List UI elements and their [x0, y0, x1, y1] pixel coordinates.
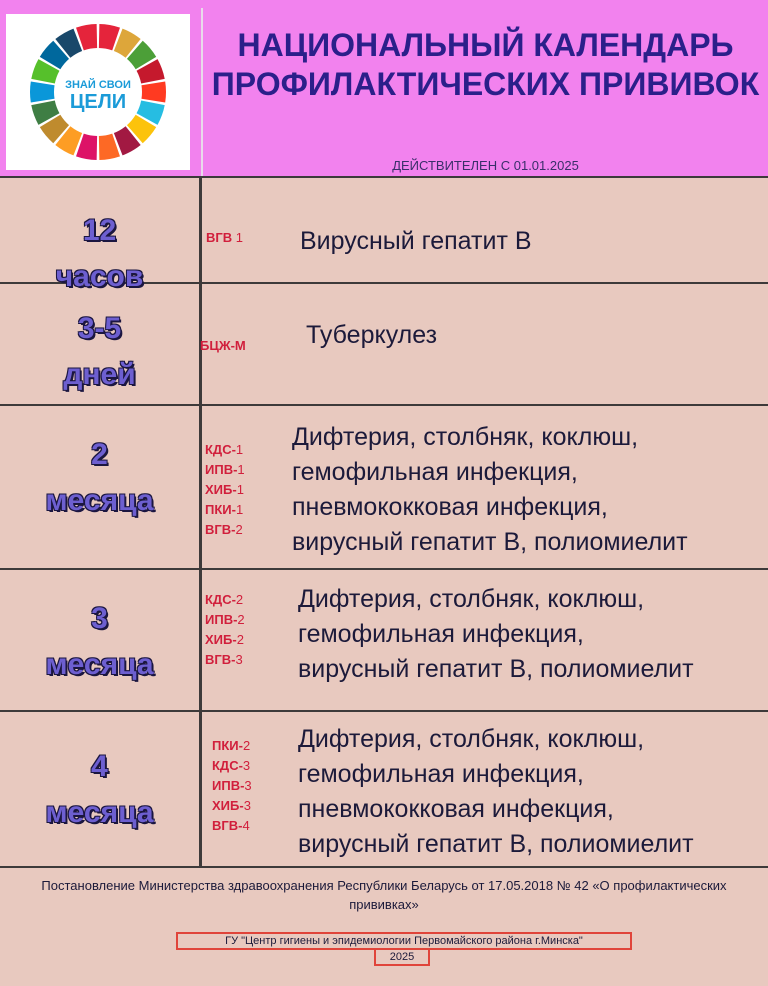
vaccine-codes	[205, 440, 299, 540]
header-banner	[0, 0, 768, 176]
age-unit: часов	[55, 260, 144, 293]
footer-year: 2025	[374, 948, 430, 966]
vaccine-code: ХИБ-1	[205, 482, 244, 497]
logo-text-line1: ЗНАЙ СВОИ	[65, 79, 131, 91]
age-label	[0, 306, 199, 398]
divider	[0, 568, 768, 570]
vaccine-code: ХИБ-3	[212, 798, 251, 813]
vaccine-codes	[206, 228, 300, 248]
age-label	[0, 432, 199, 524]
vaccine-code: КДС-1	[205, 442, 244, 457]
organization-name: ГУ "Центр гигиены и эпидемиологии Первомайского района г.Минска"	[176, 932, 632, 950]
vaccine-code: ИПВ-1	[205, 462, 245, 477]
divider	[0, 710, 768, 712]
disease-list: Дифтерия, столбняк, коклюш, гемофильная инфекция, вирусный гепатит В, полиомиелит	[298, 585, 694, 683]
valid-from: ДЕЙСТВИТЕЛЕН С 01.01.2025	[392, 158, 579, 173]
vaccine-code: ПКИ-2	[212, 738, 251, 753]
vaccine-code: ВГВ-2	[205, 522, 243, 537]
vaccine-code: БЦЖ-М	[200, 338, 246, 353]
age-unit: дней	[63, 358, 136, 391]
age-number: 3-5	[77, 312, 122, 345]
age-number: 4	[91, 750, 108, 783]
age-unit: месяца	[45, 648, 154, 681]
divider	[0, 176, 768, 178]
age-number: 3	[91, 602, 108, 635]
logo-wheel-segment	[30, 82, 55, 103]
age-label	[0, 744, 199, 836]
age-number: 2	[91, 438, 108, 471]
disease-list: Туберкулез	[306, 321, 438, 349]
vaccine-code: ПКИ-1	[205, 502, 244, 517]
vaccine-code: ВГВ-3	[205, 652, 243, 667]
vaccine-code: КДС-2	[205, 592, 244, 607]
logo-text-line2: ЦЕЛИ	[69, 91, 127, 113]
age-unit: месяца	[45, 796, 154, 829]
disease-list: Дифтерия, столбняк, коклюш, гемофильная инфекция, пневмококковая инфекция, вирусный гепатит В, полиомиелит	[298, 725, 694, 858]
divider	[0, 404, 768, 406]
page-title: НАЦИОНАЛЬНЫЙ КАЛЕНДАРЬ ПРОФИЛАКТИЧЕСКИХ ПРИВИВОК	[211, 27, 760, 102]
logo-wheel-segment	[141, 82, 166, 103]
age-label	[0, 596, 199, 688]
decree-reference: Постановление Министерства здравоохранения Республики Беларусь от 17.05.2018 № 42 «О профилактических прививках»	[41, 878, 727, 912]
vaccine-code: ВГВ-4	[212, 818, 250, 833]
age-label	[0, 208, 199, 300]
vaccine-codes	[212, 736, 306, 836]
disease-list: Вирусный гепатит В	[300, 227, 532, 255]
vaccine-code: ИПВ-2	[205, 612, 245, 627]
vaccine-codes	[200, 336, 294, 356]
sdg-logo	[6, 14, 190, 170]
vaccine-code: ИПВ-3	[212, 778, 252, 793]
age-unit: месяца	[45, 484, 154, 517]
disease-list: Дифтерия, столбняк, коклюш, гемофильная инфекция, пневмококковая инфекция, вирусный гепатит В, полиомиелит	[292, 423, 688, 556]
vaccine-code: ХИБ-2	[205, 632, 244, 647]
vaccine-code: ВГВ 1	[206, 230, 244, 245]
column-divider	[199, 176, 202, 868]
sdg-wheel-icon	[6, 14, 190, 170]
age-number: 12	[82, 214, 117, 247]
vaccine-codes	[205, 590, 299, 670]
divider	[0, 866, 768, 868]
vaccine-code: КДС-3	[212, 758, 251, 773]
